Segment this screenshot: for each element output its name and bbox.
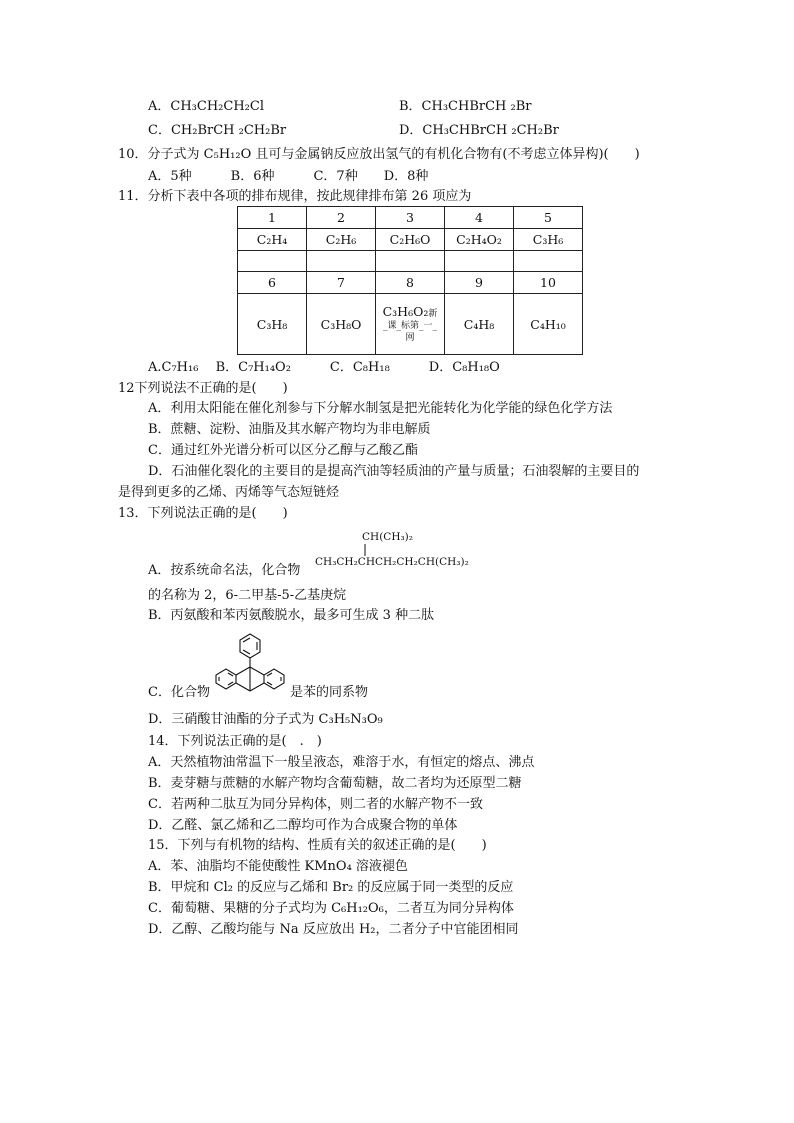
cell8-formula: C₃H₆O₂	[382, 304, 429, 319]
q13-stem: 13．下列说法正确的是( )	[118, 506, 288, 521]
q15-option-a: A．苯、油脂均不能使酸性 KMnO₄ 溶液褪色	[148, 859, 408, 874]
q13-option-c-pre: C．化合物	[148, 685, 210, 700]
table-cell: 1	[238, 207, 307, 229]
q12-option-d-line2: 是得到更多的乙烯、丙烯等气态短链烃	[118, 485, 340, 500]
table-cell: C₃H₈O	[307, 294, 376, 355]
table-cell	[376, 251, 445, 272]
q12-option-d-line1: D．石油催化裂化的主要目的是提高汽油等轻质油的产量与质量；石油裂解的主要目的	[148, 464, 640, 479]
q10-stem: 10．分子式为 C₅H₁₂O 且可与金属钠反应放出氢气的有机化合物有(不考虑立体异构)( )	[118, 147, 640, 162]
q11-sequence-table	[237, 206, 583, 355]
q13-option-b: B．丙氨酸和苯丙氨酸脱水，最多可生成 3 种二肽	[148, 608, 435, 623]
table-cell: C₄H₈	[445, 294, 514, 355]
q13-compound-structure-image	[212, 631, 288, 709]
cell8-noise-1: 新	[428, 309, 438, 319]
table-cell: C₃H₈	[238, 294, 307, 355]
q14-option-b: B．麦芽糖与蔗糖的水解产物均含葡萄糖，故二者均为还原型二糖	[148, 776, 522, 791]
table-cell: 4	[445, 207, 514, 229]
q12-stem: 12下列说法不正确的是( )	[118, 381, 288, 396]
q12-option-c: C．通过红外光谱分析可以区分乙醇与乙酸乙酯	[148, 443, 418, 458]
table-cell: C₃H₆	[514, 229, 583, 251]
table-cell: C₂H₄O₂	[445, 229, 514, 251]
table-cell: 9	[445, 272, 514, 294]
q15-option-b: B．甲烷和 Cl₂ 的反应与乙烯和 Br₂ 的反应属于同一类型的反应	[148, 880, 514, 895]
table-cell: 10	[514, 272, 583, 294]
table-cell: C₂H₄	[238, 229, 307, 251]
table-cell: 2	[307, 207, 376, 229]
q15-option-d: D．乙醇、乙酸均能与 Na 反应放出 H₂，二者分子中官能团相同	[148, 922, 519, 937]
table-cell: C₄H₁₀	[514, 294, 583, 355]
q13-struct-branch: CH(CH₃)₂	[362, 531, 413, 543]
q14-option-c: C．若两种二肽互为同分异构体，则二者的水解产物不一致	[148, 797, 483, 812]
q14-option-d: D．乙醛、氯乙烯和乙二醇均可作为合成聚合物的单体	[148, 818, 458, 833]
q11-options: A.C₇H₁₆ B．C₇H₁₄O₂ C．C₈H₁₈ D．C₈H₁₈O	[148, 360, 500, 375]
table-cell: C₂H₆O	[376, 229, 445, 251]
q13-option-d: D．三硝酸甘油酯的分子式为 C₃H₅N₃O₉	[148, 712, 383, 727]
table-cell: 5	[514, 207, 583, 229]
q13-struct-bond	[360, 543, 370, 557]
q15-stem: 15．下列与有机物的结构、性质有关的叙述正确的是( )	[148, 838, 487, 853]
table-row	[238, 272, 583, 294]
table-cell: 3	[376, 207, 445, 229]
q10-options: A．5种 B．6种 C．7种 D．8种	[148, 169, 429, 184]
q13-option-a-post: 的名称为 2，6-二甲基-5-乙基庚烷	[148, 588, 347, 603]
table-cell	[307, 251, 376, 272]
table-cell	[514, 251, 583, 272]
q15-option-c: C．葡萄糖、果糖的分子式均为 C₆H₁₂O₆，二者互为同分异构体	[148, 901, 514, 916]
table-cell-8	[376, 294, 445, 355]
table-cell	[238, 251, 307, 272]
table-cell	[445, 251, 514, 272]
q12-option-b: B．蔗糖、淀粉、油脂及其水解产物均为非电解质	[148, 422, 431, 437]
q13-struct-main: CH₃CH₂CHCH₂CH₂CH(CH₃)₂	[315, 556, 469, 568]
q14-stem: 14．下列说法正确的是( . )	[148, 734, 322, 749]
q9-option-c: C．CH₂BrCH ₂CH₂Br	[148, 123, 287, 138]
table-cell: 7	[307, 272, 376, 294]
table-cell: C₂H₆	[307, 229, 376, 251]
q13-option-a-pre: A．按系统命名法，化合物	[148, 563, 301, 578]
q9-option-a: A．CH₃CH₂CH₂Cl	[148, 99, 264, 114]
table-cell: 8	[376, 272, 445, 294]
q14-option-a: A．天然植物油常温下一般呈液态，难溶于水，有恒定的熔点、沸点	[148, 755, 535, 770]
table-row	[238, 207, 583, 229]
q11-stem: 11．分析下表中各项的排布规律，按此规律排布第 26 项应为	[118, 189, 472, 204]
cell8-noise-2: _课_标第_一_	[382, 321, 437, 331]
table-row	[238, 294, 583, 355]
q9-option-b: B．CH₃CHBrCH ₂Br	[399, 99, 532, 114]
table-row	[238, 251, 583, 272]
cell8-noise-3: 网	[405, 333, 415, 343]
table-row	[238, 229, 583, 251]
q9-option-d: D．CH₃CHBrCH ₂CH₂Br	[399, 123, 559, 138]
q13-option-c-post: 是苯的同系物	[290, 685, 369, 700]
table-cell: 6	[238, 272, 307, 294]
q12-option-a: A．利用太阳能在催化剂参与下分解水制氢是把光能转化为化学能的绿色化学方法	[148, 401, 613, 416]
